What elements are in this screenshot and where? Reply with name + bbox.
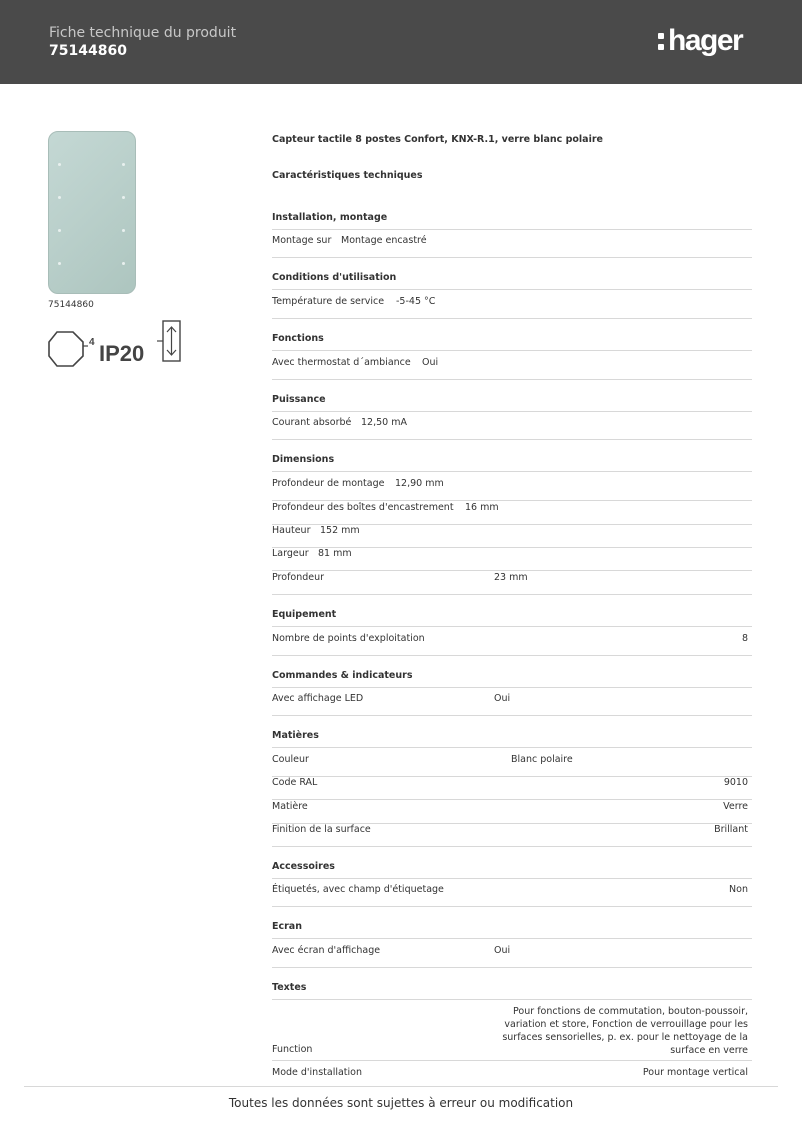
spec-label: Couleur — [272, 754, 309, 765]
spec-row — [272, 633, 752, 656]
spec-row — [272, 777, 752, 800]
product-description: Capteur tactile 8 postes Confort, KNX-R.1, verre blanc polaire — [272, 134, 603, 145]
spec-label: Profondeur des boîtes d'encastrement — [272, 502, 454, 513]
spec-label: Hauteur — [272, 525, 311, 536]
section-title-installation: Installation, montage — [272, 212, 752, 230]
spec-value: -5-45 °C — [396, 296, 436, 307]
ip-rating: IP20 — [99, 341, 145, 366]
page-header — [0, 0, 802, 84]
spec-label: Température de service — [272, 296, 385, 307]
spec-label: Function — [272, 1044, 313, 1055]
spec-row — [272, 235, 752, 258]
spec-row — [272, 357, 752, 380]
section-title-matieres: Matières — [272, 730, 752, 748]
spec-row — [272, 548, 752, 571]
spec-row — [272, 478, 752, 501]
product-image — [48, 131, 136, 294]
spec-label: Avec thermostat d´ambiance — [272, 357, 411, 368]
spec-value: Oui — [494, 693, 511, 704]
spec-value: Montage encastré — [341, 235, 427, 246]
spec-row — [272, 801, 752, 824]
section-title-puissance: Puissance — [272, 394, 752, 412]
spec-row — [272, 502, 752, 525]
image-caption: 75144860 — [48, 300, 94, 310]
section-title-conditions: Conditions d'utilisation — [272, 272, 752, 290]
spec-label: Finition de la surface — [272, 824, 371, 835]
section-title-ecran: Ecran — [272, 921, 752, 939]
page-footer: Toutes les données sont sujettes à erreur ou modification — [228, 1096, 574, 1110]
spec-row — [272, 572, 752, 595]
logo-mark-icon — [658, 33, 665, 53]
section-title-fonctions: Fonctions — [272, 333, 752, 351]
spec-label: Courant absorbé — [272, 417, 352, 428]
spec-value: Verre — [723, 801, 748, 812]
carac-heading: Caractéristiques techniques — [272, 170, 423, 181]
spec-row — [272, 296, 752, 319]
spec-row — [272, 417, 752, 440]
spec-value: Oui — [422, 357, 439, 368]
spec-value: 81 mm — [318, 548, 352, 559]
spec-value: 12,90 mm — [395, 478, 444, 489]
spec-label: Matière — [272, 801, 308, 812]
symbol-number: 4 — [89, 337, 95, 348]
spec-value: Oui — [494, 945, 511, 956]
spec-row — [272, 693, 752, 716]
spec-value: 12,50 mA — [361, 417, 407, 428]
product-code: 75144860 — [49, 43, 127, 59]
spec-label: Étiquetés, avec champ d'étiquetage — [272, 884, 444, 895]
spec-row — [272, 1005, 752, 1061]
spec-row — [272, 824, 752, 847]
spec-value: Pour fonctions de commutation, bouton-poussoir, variation et store, Fonction de verrouillage pour les surfaces sensorielles, p. ex. pour le nettoyage de la surface en verre — [502, 1006, 748, 1056]
spec-label: Profondeur de montage — [272, 478, 385, 489]
spec-label: Nombre de points d'exploitation — [272, 633, 425, 644]
spec-value: Pour montage vertical — [642, 1067, 748, 1078]
spec-row — [272, 945, 752, 968]
spec-value: Blanc polaire — [511, 754, 573, 765]
spec-label: Avec affichage LED — [272, 693, 364, 704]
spec-value: 16 mm — [465, 502, 499, 513]
octagon-icon — [49, 332, 88, 366]
spec-label: Profondeur — [272, 572, 325, 583]
spec-value: 9010 — [723, 777, 748, 788]
spec-label: Code RAL — [272, 777, 318, 788]
spec-value: Brillant — [714, 824, 748, 835]
section-title-commandes: Commandes & indicateurs — [272, 670, 752, 688]
brand-logo: hager — [668, 24, 743, 57]
section-title-equipement: Equipement — [272, 609, 752, 627]
spec-label: Mode d'installation — [272, 1067, 362, 1078]
spec-row — [272, 525, 752, 548]
vertical-mount-icon — [157, 321, 180, 361]
spec-value: 23 mm — [494, 572, 528, 583]
spec-value: Non — [729, 884, 748, 895]
spec-row — [272, 884, 752, 907]
spec-label: Avec écran d'affichage — [272, 945, 381, 956]
section-title-textes: Textes — [272, 982, 752, 1000]
page-title: Fiche technique du produit — [49, 25, 237, 41]
spec-label: Montage sur — [272, 235, 332, 246]
spec-value: 152 mm — [320, 525, 360, 536]
spec-value: 8 — [741, 633, 748, 644]
section-title-accessoires: Accessoires — [272, 861, 752, 879]
section-title-dimensions: Dimensions — [272, 454, 752, 472]
spec-label: Largeur — [272, 548, 309, 559]
spec-row — [272, 754, 752, 777]
footer-divider — [24, 1086, 778, 1087]
